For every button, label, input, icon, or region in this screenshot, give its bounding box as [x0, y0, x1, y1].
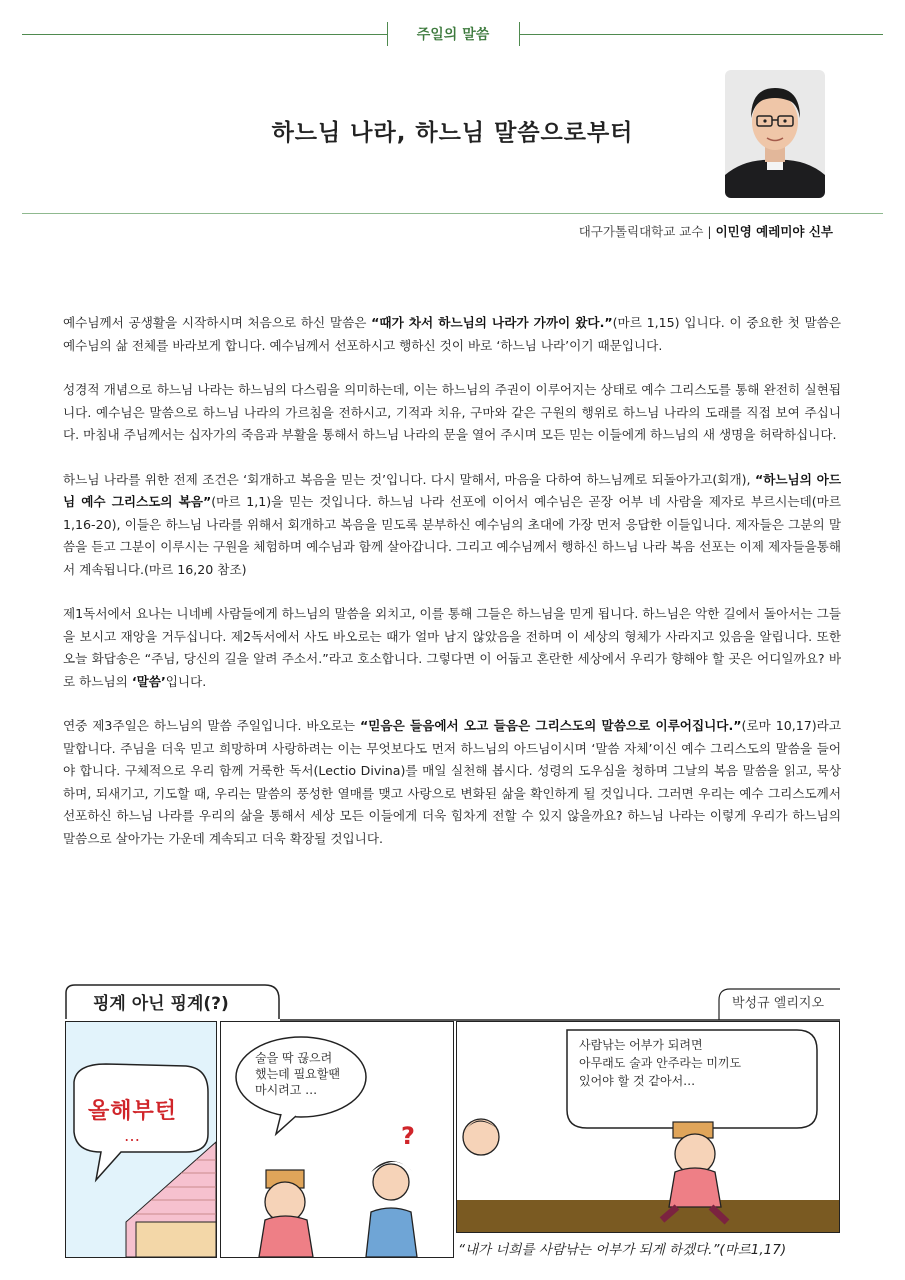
article-paragraph	[63, 379, 841, 447]
comic-author: 박성규 엘리지오	[732, 996, 825, 1011]
comic-title: 핑계 아닌 핑계(?)	[93, 994, 229, 1014]
author-affiliation: 대구가톨릭대학교 교수 |	[578, 224, 712, 239]
panel2-speech: 술을 딱 끊으려 했는데 필요할땐 마시려고 …	[255, 1051, 340, 1097]
panel1-speech: 올해부턴	[88, 1099, 178, 1124]
paragraph-text: 하느님 나라를 위한 전제 조건은 ‘회개하고 복음을 믿는 것’입니다. 다시 말해서, 마음을 다하여 하느님께로 되돌아가고(회개),	[63, 471, 755, 487]
author-name: 이민영 예레미야 신부	[715, 224, 833, 239]
section-tick-left	[387, 22, 388, 46]
article-paragraph	[63, 469, 841, 582]
article-paragraph	[63, 603, 841, 693]
paragraph-text: 입니다.	[165, 673, 207, 689]
article-paragraph	[63, 715, 841, 850]
emphasis-text: ‘말씀’	[131, 673, 166, 689]
comic-panel-3	[456, 1021, 840, 1233]
panel2-question-mark: ?	[401, 1122, 415, 1150]
paragraph-text: 성경적 개념으로 하느님 나라는 하느님의 다스림을 의미하는데, 이는 하느님의 주권이 이루어지는 상태로 예수 그리스도를 통해 완전히 실현됩니다. 예수님은 말씀으로 하느님 나라의 가르침을 전하시고, 기적과 치유, 구마와 같은 구원의 행위로 하느님 나라의 도래를 직접 보여 주십니다. 마침내 주님께서는 십자가의 죽음과 부활을 통해서 하느님 나라의 문을 열어 주시며 모든 믿는 이들에게 하느님의 새 생명을 허락하십니다.	[63, 382, 841, 442]
comic-caption: “내가 너희를 사람낚는 어부가 되게 하겠다.”(마르1,17)	[458, 1242, 787, 1258]
section-rule-left	[22, 34, 387, 35]
section-rule-right	[519, 34, 883, 35]
paragraph-text: 연중 제3주일은 하느님의 말씀 주일입니다. 바오로는	[63, 718, 360, 733]
comic-panel-2	[220, 1021, 454, 1258]
paragraph-text: 제1독서에서 요나는 니네베 사람들에게 하느님의 말씀을 외치고, 이를 통해 그들은 하느님을 믿게 됩니다. 하느님은 악한 길에서 돌아서는 그들을 보시고 재앙을 거두십니다. 제2독서에서 사도 바오로는 때가 얼마 남지 않았음을 전하며 이 세상의 형체가 사라지고 있음을 알립니다. 또한 오늘 화답송은 “주님, 당신의 길을 알려 주소서.”라고 호소합니다. 그렇다면 이 어둡고 혼란한 세상에서 우리가 향해야 할 곳은 어디일까요? 바로 하느님의	[63, 606, 841, 689]
paragraph-text: (마르 1,15) 입니다. 이 중요한 첫 말씀은 예수님의 삶 전체를 바라보게 합니다. 예수님께서 선포하시고 행하신 것이 바로 ‘하느님 나라’이기 때문입니다.	[63, 315, 841, 353]
emphasis-text: “때가 차서 하느님의 나라가 가까이 왔다.”	[371, 315, 613, 330]
emphasis-text: “믿음은 들음에서 오고 들음은 그리스도의 말씀으로 이루어집니다.”	[359, 718, 742, 733]
section-label: 주일의 말씀	[416, 27, 490, 43]
comic-panel-1	[65, 1021, 217, 1258]
article-body	[63, 312, 841, 872]
panel3-speech: 사람낚는 어부가 되려면 아무래도 술과 안주라는 미끼도 있어야 할 것 같아서…	[579, 1038, 742, 1088]
article-title: 하느님 나라, 하느님 말씀으로부터	[271, 120, 634, 146]
paragraph-text: 예수님께서 공생활을 시작하시며 처음으로 하신 말씀은	[63, 315, 372, 330]
byline	[579, 222, 833, 240]
panel1-dots: …	[124, 1126, 140, 1145]
paragraph-text: (로마 10,17)라고 말합니다. 주님을 더욱 믿고 희망하며 사랑하려는 이는 무엇보다도 먼저 하느님의 아드님이시며 ‘말씀 자체’이신 예수 그리스도의 말씀을 들어야 합니다. 구체적으로 우리 함께 거룩한 독서(Lectio Divina)를 매일 실천해 봅시다. 성령의 도우심을 청하며 그날의 복음 말씀을 읽고, 묵상하며, 되새기고, 기도할 때, 우리는 말씀의 풍성한 열매를 맺고 사랑으로 변화된 삶을 확인하게 될 것입니다. 그러면 우리는 예수 그리스도께서 선포하신 하느님 나라를 우리의 삶을 통해서 세상 모든 이들에게 더욱 힘차게 전할 수 있지 않을까요? 하느님 나라는 이렇게 우리가 하느님의 말씀으로 살아가는 가운데 계속되고 더욱 확장될 것입니다.	[63, 718, 842, 846]
header-divider	[22, 213, 883, 214]
author-portrait	[725, 70, 825, 198]
article-paragraph	[63, 312, 841, 357]
section-header	[22, 22, 883, 46]
paragraph-text: (마르 1,1)을 믿는 것입니다. 하느님 나라 선포에 이어서 예수님은 곧장 어부 네 사람을 제자로 부르시는데(마르 1,16-20), 이들은 하느님 나라를 위해서 회개하고 복음을 믿도록 분부하신 예수님의 초대에 가장 먼저 응답한 이들입니다. 제자들은 그분의 말씀을 듣고 그분이 이루시는 구원을 체험하며 예수님과 함께 살아갑니다. 그리고 예수님께서 행하신 하느님 나라 복음 선포는 이제 제자들을통해서 계속됩니다.(마르 16,20 참조)	[63, 494, 841, 577]
emphasis-text: “하느님의 아드님 예수 그리스도의 복음”	[63, 471, 841, 509]
